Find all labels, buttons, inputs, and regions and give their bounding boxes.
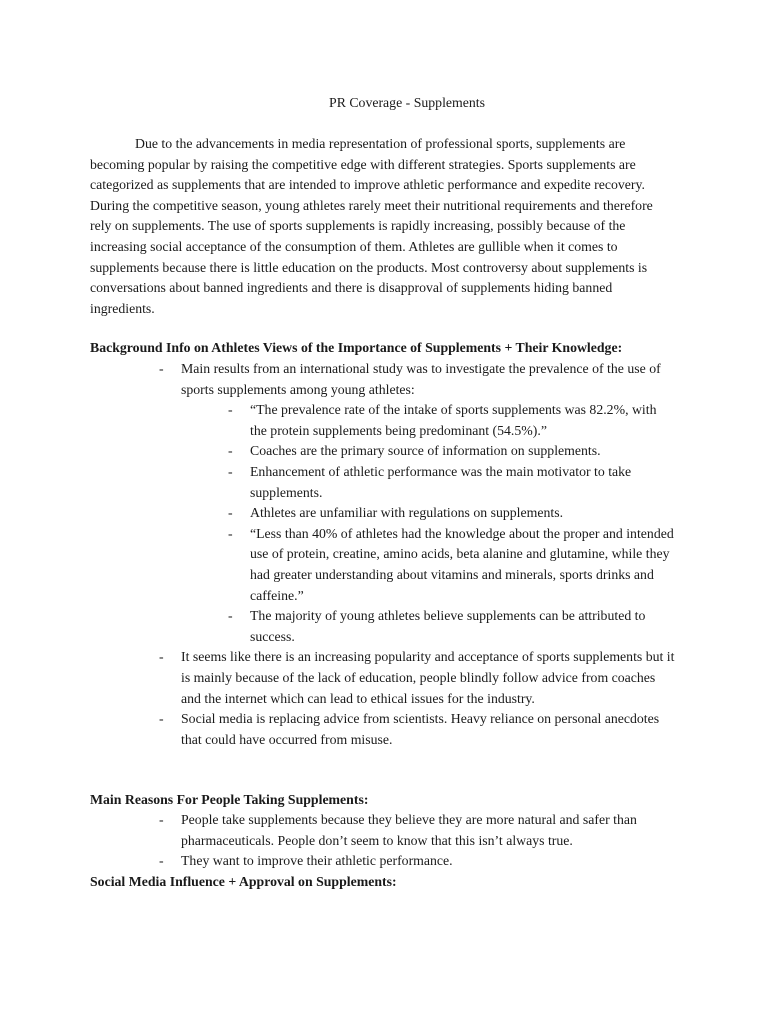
list-item-text: They want to improve their athletic performance.: [181, 853, 453, 869]
bullet-dash: -: [228, 505, 233, 521]
section-heading-background-info: Background Info on Athletes Views of the Importance of Supplements + Their Knowledge:: [90, 340, 623, 355]
sublist-item-text: Athletes are unfamiliar with regulations on supplements.: [250, 505, 564, 521]
sublist-item: [226, 503, 674, 524]
list-item-text: Main results from an international study was to investigate the prevalence of the use of sports supplements among young athletes:: [181, 361, 661, 397]
sublist-item-text: The majority of young athletes believe supplements can be attributed to success.: [250, 608, 646, 644]
sublist-item-text: “Less than 40% of athletes had the knowledge about the proper and intended use of protein, creatine, amino acids, beta alanine and glutamine, while they had greater understanding about vitamins and minerals, sports drinks and caffeine.”: [250, 525, 674, 603]
bullet-dash: -: [228, 608, 233, 624]
bullet-dash: -: [159, 711, 164, 727]
document-title: PR Coverage - Supplements: [329, 95, 485, 110]
background-info-list: [157, 359, 675, 750]
sublist-item: [226, 441, 674, 462]
sublist-item-text: Enhancement of athletic performance was the main motivator to take supplements.: [250, 463, 632, 500]
sublist-item: [226, 400, 674, 441]
list-item-text: People take supplements because they believe they are more natural and safer than pharmaceuticals. People don’t seem to know that this isn’t always true.: [181, 812, 637, 848]
list-item-text: Social media is replacing advice from scientists. Heavy reliance on personal anecdotes that could have occurred from misuse.: [181, 711, 660, 747]
sublist-item-text: Coaches are the primary source of information on supplements.: [250, 443, 601, 459]
section-heading-main-reasons: Main Reasons For People Taking Supplements:: [90, 792, 369, 807]
bullet-dash: -: [159, 361, 164, 376]
study-results-sublist: [226, 400, 674, 647]
bullet-dash: -: [228, 443, 233, 459]
bullet-dash: -: [228, 402, 233, 418]
intro-paragraph: Due to the advancements in media representation of professional sports, supplements are becoming popular by raising the competitive edge with different strategies. Sports supplements are categorized as supplements that are intended to improve athletic performance and expedite recovery. During the competitive season, young athletes rarely meet their nutritional requirements and therefore rely on supplements. The use of sports supplements is rapidly increasing, possibly because of the increasing social acceptance of the consumption of them. Athletes are gullible when it comes to supplements because there is little education on the products. Most controversy about supplements is conversations about banned ingredients and there is disapproval of supplements hiding banned ingredients.: [90, 136, 653, 316]
list-item: [157, 647, 675, 709]
bullet-dash: -: [159, 812, 164, 827]
main-reasons-list: [157, 810, 675, 872]
list-item: [157, 359, 675, 647]
bullet-dash: -: [228, 463, 233, 479]
sublist-item: [226, 524, 674, 606]
bullet-dash: -: [159, 853, 164, 869]
section-heading-social-media: Social Media Influence + Approval on Supplements:: [90, 874, 397, 889]
sublist-item: [226, 606, 674, 647]
list-item: [157, 709, 675, 750]
list-item-text: It seems like there is an increasing popularity and acceptance of sports supplements but it is mainly because of the lack of education, people blindly follow advice from coaches and the internet which can lead to ethical issues for the industry.: [181, 649, 675, 706]
bullet-dash: -: [159, 649, 164, 665]
sublist-item-text: “The prevalence rate of the intake of sports supplements was 82.2%, with the protein supplements being predominant (54.5%).”: [250, 402, 657, 438]
bullet-dash: -: [228, 525, 233, 541]
sublist-item: [226, 462, 674, 503]
list-item: [157, 810, 675, 851]
list-item: [157, 851, 675, 872]
